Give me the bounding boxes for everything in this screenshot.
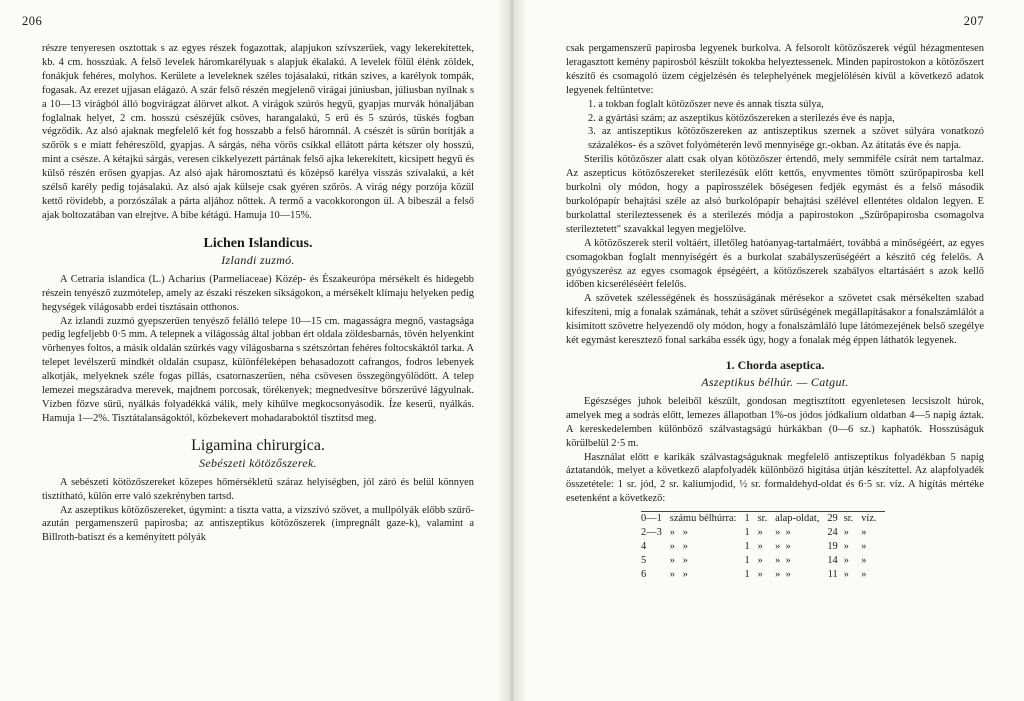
table-cell: »: [843, 527, 849, 539]
table-cell: »: [861, 541, 867, 553]
table-cell: »: [785, 569, 791, 581]
table-cell: »: [775, 569, 781, 581]
left-page-body: [42, 42, 474, 545]
table-cell: 19: [827, 541, 838, 553]
requirement-item: 3. az antiszeptikus kötözőszereken az antiszeptikus szernek a szövet súlyára vonatkozó százalékos- és a szövet folyóméterén levő mennyisége gr.-okban. Az átitatás éve és napja.: [588, 126, 984, 152]
table-cell: »: [669, 541, 675, 553]
table-cell: 0—1: [641, 512, 670, 527]
table-cell: 4: [641, 541, 647, 553]
table-row: [641, 526, 885, 540]
paragraph-cetraria: A Cetraria islandica (L.) Acharius (Parmeliaceae) Közép- és Északeurópa mérsékelt és hidegebb részein tenyésző zuzmótelep, amely az északi részeken síkságokon, a mérsékelt klímaju helyeken pedig hegységek világosabb erdei tisztásain otthonos.: [42, 273, 474, 313]
table-cell: 5: [641, 555, 647, 567]
table-cell: »: [785, 541, 791, 553]
table-cell: »: [775, 555, 781, 567]
table-cell: 1: [744, 512, 757, 527]
paragraph-responsibility: A kötözőszerek steril voltáért, illetőleg hatóanyag-tartalmáért, továbbá a minőségéért, az egyes csomagokban foglalt mennyiségért és a burkolat szabályszerűségéért a készítő cég felelős. A gyógyszerész az egyes csomagok épségéért, a kötözőszerek szabályos eltartásáért s azok kellő időben kicseréléséért felelős.: [566, 237, 984, 291]
table-cell: víz.: [861, 512, 884, 527]
table-cell: »: [757, 569, 763, 581]
table-cell: [775, 568, 827, 582]
paragraph-catgut-usage: Használat előtt e karikák szálvastagságuknak megfelelő antiszeptikus folyadékban 5 napig áztatandók, melyet a következő alapfolyadék különböző higítása útján készítettel. Az alapfolyadék összetétele: 1 sr. jód, 2 sr. kaliumjodid, ½ sr. formaldehyd-oldat és 6·5 sr. víz. A higítás mértéke esetenként a következő:: [566, 451, 984, 505]
table-cell: »: [757, 527, 763, 539]
table-cell: »: [682, 541, 688, 553]
table-cell: 1: [744, 569, 750, 581]
table-cell: »: [669, 555, 675, 567]
section-title-lichen: Lichen Islandicus.: [203, 235, 313, 251]
section-subtitle-lichen: Izlandi zuzmó.: [221, 252, 295, 267]
right-page: [524, 0, 1024, 701]
table-cell: »: [669, 569, 675, 581]
table-cell: [670, 526, 745, 540]
section-title-chorda: 1. Chorda aseptica.: [725, 357, 825, 372]
table-cell: [670, 554, 745, 568]
right-page-body: [566, 42, 984, 582]
book-gutter: [499, 0, 525, 701]
table-cell: »: [775, 541, 781, 553]
section-title-ligamina: Ligamina chirurgica.: [191, 436, 325, 454]
table-cell: 6: [641, 569, 647, 581]
table-cell: számu bélhúrra:: [670, 512, 745, 527]
table-row: [641, 554, 885, 568]
table-cell: 24: [827, 527, 838, 539]
table-cell: 1: [744, 555, 750, 567]
table-cell: »: [757, 555, 763, 567]
table-row: [641, 512, 885, 527]
table-cell: »: [843, 541, 849, 553]
table-cell: »: [669, 527, 675, 539]
page-number-right: 207: [963, 14, 984, 28]
table-cell: [670, 540, 745, 554]
paragraph-storage: A sebészeti kötözőszereket közepes hőmérsékletű száraz helyiségben, jól záró és belül könnyen tisztítható, külön erre való szekrényben tartsd.: [42, 476, 474, 502]
table-cell: sr.: [758, 512, 776, 527]
table-cell: »: [682, 569, 688, 581]
table-cell: 14: [827, 555, 838, 567]
table-cell: [775, 540, 827, 554]
paragraph-catgut-origin: Egészséges juhok beleiből készült, gondosan megtisztított egyenletesen lecsiszolt húrok, amelyek meg a sodrás előtt, lemezes állapotban 1%-os jódos jódkalium oldatban 4—5 napig áztak. A kereskedelemben különböző szálvastagságú húrkákban (0—6 sz.) kaphatók. Hosszúságuk körülbelül 2·5 m.: [566, 395, 984, 449]
table-cell: sr.: [844, 512, 862, 527]
table-cell: 1: [744, 541, 750, 553]
table-cell: 2—3: [641, 527, 662, 539]
section-subtitle-ligamina: Sebészeti kötözőszerek.: [199, 455, 317, 470]
paragraph-intro: részre tenyeresen osztottak s az egyes részek fogazottak, alapjukon szívszerűek, vagy lekerekítettek, kb. 4 cm. hosszúak. A felső levelek háromkarélyuak s alapjuk ékalakú. A levelek fölül élénk zöldek, fonákjuk fehéres, molyhos. Kerülete a leveleknek széles tojásalakú, ritkán szives, a karélyok tompák, fogasak. Az erezet ujjasan elágazó. A szár felső részén megjelenő virágai júniusban, júliusban nyílnak s a 10—13 virágból álló bogvirágzat álörvet alkot. A virágok szúrós hegyű, gyapjas murvák hónaljában foglalnak helyet, 2 cm. hosszú csészéjük csöves, harangalakú, 5 erű és 5 szúrós, tüskés fogban végződik. Az alsó ajaknak megfelelő két fog hosszabb a felső háromnál. A csészét is sűrűn borítják a szőrök s e miatt fehéreszöld, gyapjas. A sárgás, néha vörös csíkkal ellátott párta kétszer oly hosszú, mint a csésze. A kétajkú sárgás, veresen cikkelyezett pártának felső ajka lekerekített, kicsipett hegyű és külső részén erősen gyapjas. Az alsó ajak háromosztatú és középső karélya visszás szívalakú, a két szélső karély pedig tojásalakú. Az alsó ajak külseje csak gyéren szőrös. A virág négy porzója közül kettő rövidebb, a porzószálak a párta aljához nőttek. A termő a vacokkorongon ül. A bibeszál a felső ajak boltozatában van elrejtve. A bibe kétágú. Hamuja 10—15%.: [42, 43, 474, 221]
table-cell: 11: [827, 569, 838, 581]
paragraph-sterile: Sterilis kötözőszer alatt csak olyan kötözőszer értendő, mely semmiféle csírát nem tartalmaz. Az aszepticus kötözőszereket sterilezésük előtt kettős, enyvmentes tömött szűrőpapirosba kell burkolni oly módon, hogy a papirosszélek bőségesen fedjék egymást és a felső második burkolópapír behajtási széle az alsó burkolópapír behajtási szélével ellentétes oldalon legyen. E burkolattal sterileztessenek és a sterilezés módja a papirostokon „Szűrőpapirosba csomagolva sterileztetett" szavakkal legyen megjelölve.: [566, 154, 984, 235]
table-cell: »: [682, 527, 688, 539]
left-page: [0, 0, 500, 701]
table-cell: »: [757, 541, 763, 553]
page-number-left: 206: [22, 14, 43, 28]
table-cell: [775, 554, 827, 568]
paragraph-zuzmo-description: Az izlandi zuzmó gyepszerűen tenyésző felálló telepe 10—15 cm. magasságra megnő, vastagsága pedig legfeljebb 0·5 mm. A telepnek a világosság által jobban ért oldala zöldesbarnás, tövén helyenkint vörhenyes foltos, a másik oldalán szürkés vagy világosbarna s szétszórtan fehéres foltocskáktól tarka. A telepet levélszerű mindkét oldalán csupasz, különféleképen behasadozott cafrangos, fodros lebenyek alkotják, melyeknek széle fogas pillás, csatornaszerűen, néha csövesen összegöngyölödött. A telep lemezei megszáradva merevek, majdnem porcosak, törékenyek; megnedvesítve bőrszerűvé lágyulnak. Vízben főzve sűrű, nyálkás folyadékká válik, mely kihűlve megkocsonyásodik. Íze keserű, nyálkás. Hamuja 1—2%. Tisztátalanságoktól, közbekevert mohadaraboktól tisztitsd meg.: [42, 315, 474, 424]
table-cell: »: [843, 569, 849, 581]
dilution-table: [641, 511, 885, 582]
table-cell: »: [785, 527, 791, 539]
table-cell: »: [785, 555, 791, 567]
table-cell: »: [843, 555, 849, 567]
table-row: [641, 568, 885, 582]
paragraph-packaging: Az aszeptikus kötözőszereket, úgymint: a tiszta vatta, a vízszívó szövet, a mullpólyák előbb szűrő- azután pergamenszerű papirosba; az antiszeptikus kötözőszerek (impregnált gaze-k), valamint a Billroth-batiszt és a keményített pólyák: [42, 504, 474, 544]
table-cell: »: [861, 555, 867, 567]
table-cell: 1: [744, 527, 750, 539]
label-requirements-list: [566, 98, 984, 154]
requirement-item: 1. a tokban foglalt kötözőszer neve és annak tiszta súlya,: [588, 98, 824, 110]
table-cell: alap-oldat,: [775, 512, 827, 527]
requirement-item: 2. a gyártási szám; az aszeptikus kötözőszereken a sterilezés éve és napja,: [588, 112, 895, 124]
paragraph-measurement: A szövetek szélességének és hosszúságának mérésekor a szövetet csak mérsékelten szabad kifeszíteni, míg a fonalak számának, tehát a szövet sűrűségének megállapításakor a fonalszámlálót a kisimított szövetre helyezendő oly módon, hogy a fonalszámláló lupe látómezejének belső szegélye két egymást keresztező fonal sarkába essék úgy, hogy a fonalak még éppen láthatók legyenek.: [566, 293, 984, 347]
section-subtitle-chorda: Aszeptikus bélhúr. — Catgut.: [701, 374, 849, 389]
paragraph-wrapping: csak pergamenszerű papirosba legyenek burkolva. A felsorolt kötözőszerek végül hézagmentesen leragasztott kemény papirosból készült tokokba helyeztessenek. Minden papirostokon a kötözőszert készítő és csomagoló üzem cégjelzésén és telephelyének megjelölésén kívül a következő adatok legyenek feltüntetve:: [566, 43, 984, 96]
table-cell: [670, 568, 745, 582]
table-cell: 29: [827, 512, 843, 527]
table-cell: »: [861, 569, 867, 581]
table-cell: »: [775, 527, 781, 539]
table-cell: »: [682, 555, 688, 567]
table-row: [641, 540, 885, 554]
table-cell: [775, 526, 827, 540]
table-cell: »: [861, 527, 867, 539]
